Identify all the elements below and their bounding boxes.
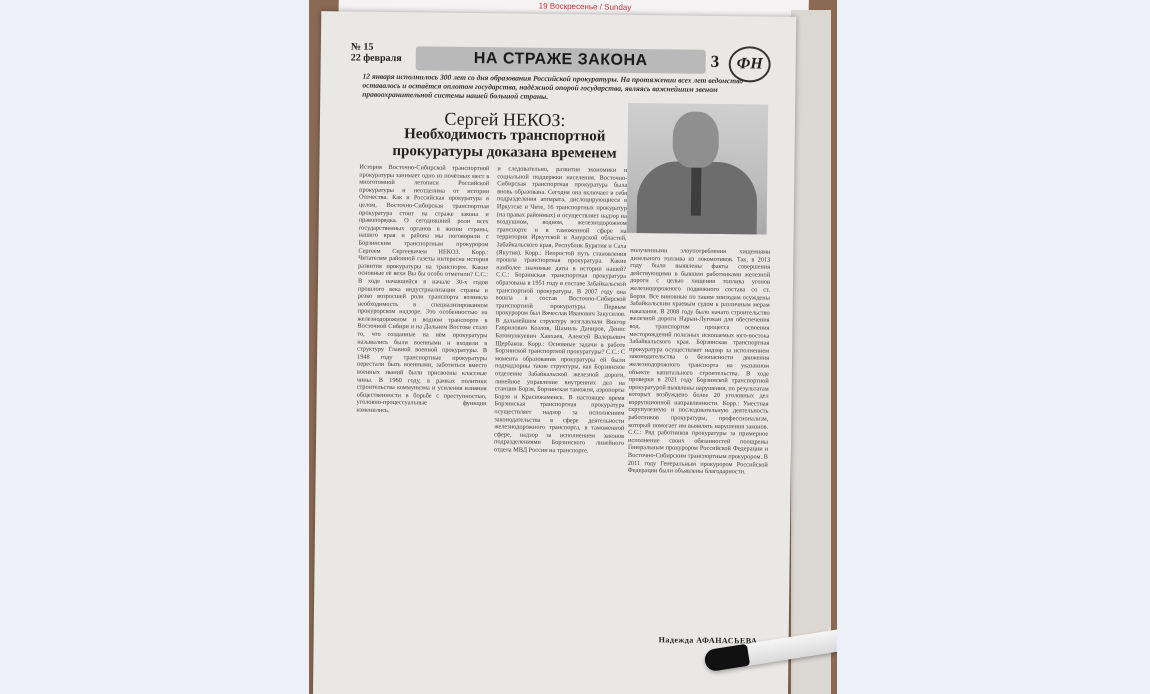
portrait-tie	[691, 166, 702, 216]
issue-date: 22 февраля	[350, 52, 402, 65]
newspaper-photo	[309, 0, 837, 694]
article-headline-subtitle: Необходимость транспортной прокуратуры доказана временем	[392, 126, 617, 162]
article-column-1: История Восточно-Сибирской транспортной прокуратуры занимает одно из почётных мест в многотомной летописи Российской прокуратуры и неотделима от истории Отечества. Как и Российская прокуратура в целом, Восточно-Сибирская транспортная прокуратура стоит на страже закона и правопорядка. О сегодняшней роли всех государственных органов в жизни страны, нашего края и района мы поговорили с Борзинским транспортным прокурором Сергеем Сергеевичем НЕКОЗ. Корр.: Читателям районной газеты интересна история развития прокуратуры на транспорте. Какие основные её вехи Вы бы особо отметили? С.С.: В ходе начавшейся в начале 30-х годов прошлого века индустриализации страны и резко возросшей роли транспорта возникла необходимость в специализированном прокурорском надзоре. Это особенностью на железнодорожном и водном транспорте в Восточной Сибири и на Дальнем Востоке стало то, что созданные на нём прокуратуры назывались были военными и входили в структуру Главной военной прокуратуры. В 1948 году транспортные прокуратуры перестали быть военными, заботиться вместо военных званий были присвоены классные чины. В 1960 году, в рамках политики строительства коммунизма и усиления влияния общественности в борьбе с преступностью, уголовно-процессуальные функции изменились.	[356, 163, 490, 414]
paper-shadow	[791, 10, 831, 694]
issue-number: № 15	[350, 41, 374, 53]
author-signature: Надежда АФАНАСЬЕВА	[658, 635, 758, 646]
page-number: 3	[710, 51, 720, 71]
portrait-head	[672, 111, 719, 168]
portrait-photo	[627, 103, 769, 235]
article-headline-name: Сергей НЕКОЗ:	[444, 108, 566, 131]
newspaper-logo: ФН	[728, 46, 770, 83]
article-column-2: и следовательно, развития экономики и социальной поддержки населения. Восточно-Сибирская транспортная прокуратура была вновь образована. Сегодня она включает в себя подразделения аппарата, дислоцирующиеся в Иркутске и Чите, 16 транспортных прокуратур (на правах районных) и осуществляет надзор на воздушном, водном, железнодорожном транспорте и в таможенной сфере на территории Иркутской и Амурской областей, Забайкальского края, Республик Бурятия и Саха (Якутия). Корр.: Непростой путь становления прошла транспортная прокуратура. Какие наиболее значимые даты в истории нашей? С.С.: Борзинская транспортная прокуратура образована в 1951 году в составе Забайкальской транспортной прокуратуры. В 2007 году она вошла в состав Восточно-Сибирской транспортной прокуратуры. Первым прокурором был Вячеслав Иванович Закусилов. В дальнейшем структуру возглавляли Виктор Гаврилович Козлов, Шамиль Даниров, Денис Батомункуевич Ханхаев, Алексей Валерьевич Щербаков. Корр.: Основные задачи в работе Борзинской транспортной прокуратуры? С.С.: С момента образования прокуратуры ей были поднадзорны такие структуры, как Борзинское отделение Забайкальской железной дороги, линейное управление внутренних дел на станции Борзя, Борзинская таможня, аэропорты Борзя и Краснокаменск. В настоящее время Борзинская транспортная прокуратура осуществляет надзор за исполнением законодательства в сфере деятельности железнодорожного транспорта, в таможенной сфере, надзор за исполнением законов подразделениями Борзинского линейного отдела МВД России на транспорте.	[493, 165, 628, 455]
calendar-date: 19 Воскресенье / Sunday	[538, 1, 632, 13]
lead-paragraph: 12 января исполнилось 300 лет со дня образования Российской прокуратуры. На протяжении всех лет ведомство оставалось и остаётся оплотом государства, надёжной опорой государства, являясь важнейшим звеном правоохранительной системы нашей большой страны.	[362, 71, 744, 101]
newspaper-page	[313, 11, 797, 694]
issue-info	[351, 41, 402, 64]
section-title: НА СТРАЖЕ ЗАКОНА	[416, 46, 706, 74]
article-column-3: полученными злоупотребления хищениями дизельного топлива из локомотивов. Так, в 2013 году были выявлены факты совершения действующими в бывшем работниками железной дороги с целью хищения топлива угонов железнодорожного подвижного состава со ст. Борзя. Все виновные по таким эпизодам осуждены Забайкальским краевым судом к различным мерам наказания. В 2008 году было начато строительство железной дороги Нарын-Лугокан для обеспечения вод. транспортом процесса освоения месторождений полезных ископаемых юго-востока Забайкальского края. Борзинская транспортная прокуратура осуществляет надзор за исполнением законодательства о безопасности движения железнодорожного транспорта на указанном объекте капитального строительства. В ходе проверки в 2021 году Борзинской транспортной прокуратурой выявлены нарушения, по результатам которых возбуждено более 20 уголовных дел коррупционной направленности. Корр.: Уместная скрупулезную и последовательную деятельность работников прокуратуры, профессионализм, который помогает им выявлять нарушения законов. С.С.: Ряд работников прокуратуры за примерное исполнение своих обязанностей поощрены Генеральным прокурором Российской Федерации и Восточно-Сибирским транспортным прокурором. В 2011 году Генеральным прокурором Российской Федерации были объявлены благодарности.	[627, 246, 771, 476]
